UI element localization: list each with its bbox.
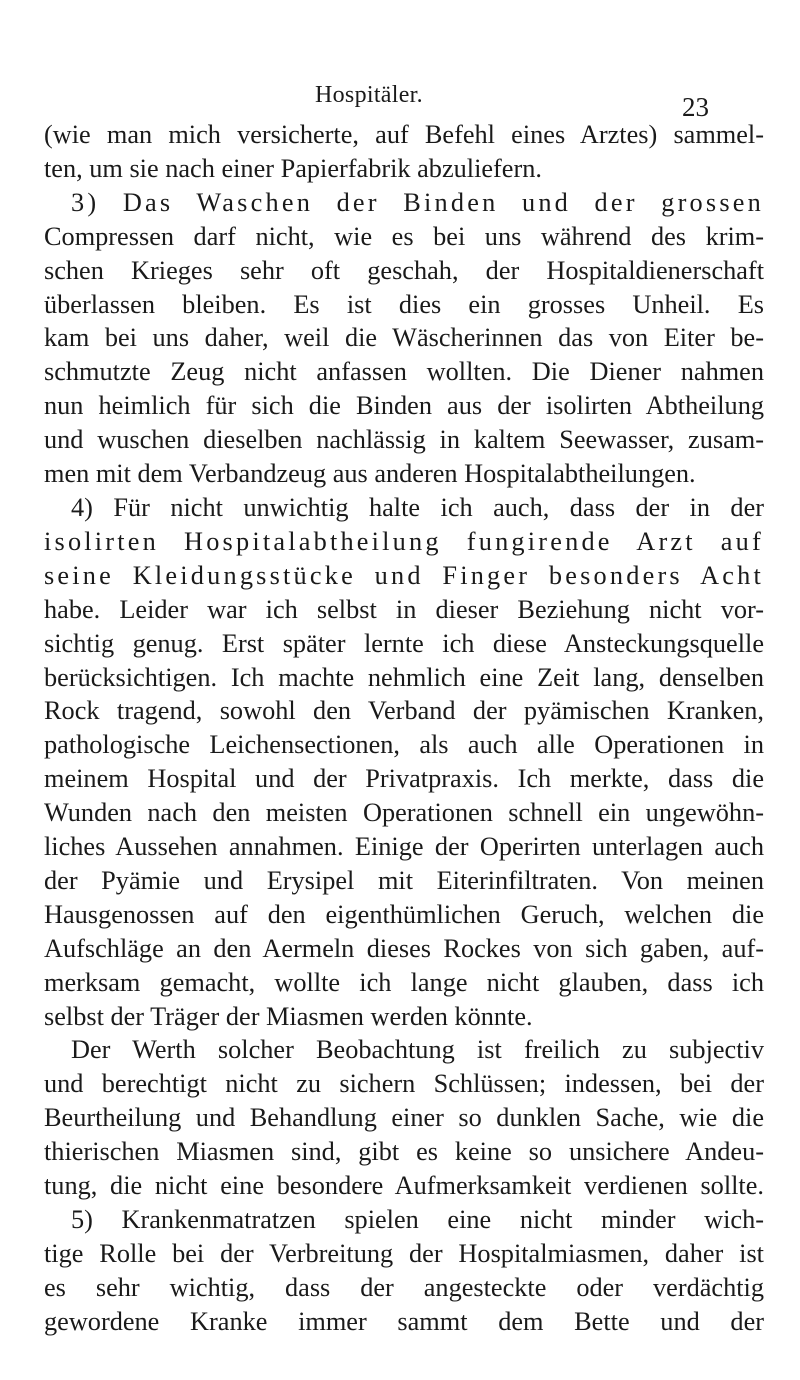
- text-line: und berechtigt nicht zu sichern Schlüssen; indessen, bei der: [44, 1069, 764, 1099]
- text-line: (wie man mich versicherte, auf Befehl eines Arztes) sammel-: [44, 120, 764, 149]
- text-line: 3) Das Waschen der Binden und der grossen: [71, 187, 764, 217]
- text-line: Der Werth solcher Beobachtung ist freilich zu subjectiv: [71, 1035, 764, 1065]
- text-line: ten, um sie nach einer Papierfabrik abzuliefern.: [44, 153, 542, 183]
- text-line: schen Krieges sehr oft geschah, der Hospitaldienerschaft: [44, 255, 764, 285]
- text-line: der Pyämie und Erysipel mit Eiterinfiltraten. Von meinen: [44, 865, 764, 895]
- running-head: Hospitäler.: [315, 82, 423, 108]
- text-line: Wunden nach den meisten Operationen schnell ein ungewöhn-: [44, 798, 764, 828]
- text-line: und wuschen dieselben nachlässig in kaltem Seewasser, zusam-: [44, 425, 764, 455]
- text-line: thierischen Miasmen sind, gibt es keine so unsichere Andeu-: [44, 1137, 764, 1167]
- text-line: Beurtheilung und Behandlung einer so dunklen Sache, wie die: [44, 1103, 764, 1133]
- text-line: merksam gemacht, wollte ich lange nicht glauben, dass ich: [44, 967, 764, 997]
- text-line: kam bei uns daher, weil die Wäscherinnen das von Eiter be-: [44, 323, 764, 353]
- text-line: überlassen bleiben. Es ist dies ein grosses Unheil. Es: [44, 289, 764, 319]
- text-line: nun heimlich für sich die Binden aus der isolirten Abtheilung: [44, 391, 764, 421]
- text-line: sichtig genug. Erst später lernte ich diese Ansteckungsquelle: [44, 628, 764, 658]
- text-line: Hausgenossen auf den eigenthümlichen Geruch, welchen die: [44, 899, 764, 929]
- text-line: habe. Leider war ich selbst in dieser Beziehung nicht vor-: [44, 594, 764, 624]
- text-line: Compressen darf nicht, wie es bei uns während des krim-: [44, 221, 764, 251]
- text-line: tige Rolle bei der Verbreitung der Hospitalmiasmen, daher ist: [44, 1238, 764, 1268]
- text-line: selbst der Träger der Miasmen werden könnte.: [44, 1001, 533, 1031]
- text-line: es sehr wichtig, dass der angesteckte oder verdächtig: [44, 1272, 764, 1302]
- text-line: seine Kleidungsstücke und Finger besonders Acht: [44, 560, 764, 590]
- page-number: 23: [682, 92, 709, 122]
- text-line: Aufschläge an den Aermeln dieses Rockes von sich gaben, auf-: [44, 933, 764, 963]
- text-line: berücksichtigen. Ich machte nehmlich eine Zeit lang, denselben: [44, 662, 764, 692]
- text-line: meinem Hospital und der Privatpraxis. Ich merkte, dass die: [44, 764, 764, 794]
- text-line: schmutzte Zeug nicht anfassen wollten. Die Diener nahmen: [44, 357, 764, 387]
- text-line: liches Aussehen annahmen. Einige der Operirten unterlagen auch: [44, 832, 764, 862]
- text-line: men mit dem Verbandzeug aus anderen Hospitalabtheilungen.: [44, 459, 696, 489]
- text-line: 5) Krankenmatratzen spielen eine nicht minder wich-: [71, 1205, 764, 1234]
- text-line: gewordene Kranke immer sammt dem Bette und der: [44, 1306, 764, 1336]
- text-line: isolirten Hospitalabtheilung fungirende Arzt auf: [44, 526, 764, 556]
- text-line: pathologische Leichensectionen, als auch alle Operationen in: [44, 730, 764, 760]
- body-text: [44, 118, 764, 1339]
- text-line: tung, die nicht eine besondere Aufmerksamkeit verdienen sollte.: [44, 1171, 764, 1201]
- text-line: 4) Für nicht unwichtig halte ich auch, dass der in der: [71, 492, 764, 522]
- text-line: Rock tragend, sowohl den Verband der pyämischen Kranken,: [44, 696, 764, 726]
